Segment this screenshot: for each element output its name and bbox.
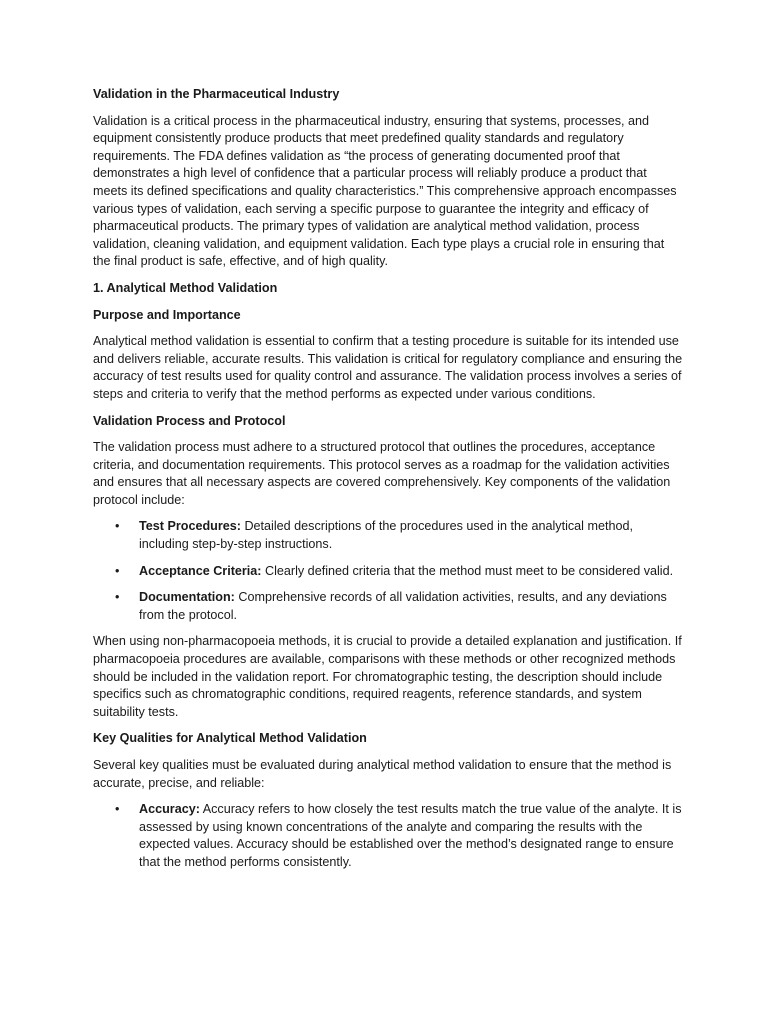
list-item	[93, 563, 683, 581]
document-title: Validation in the Pharmaceutical Industry	[93, 87, 340, 101]
list-item	[93, 518, 683, 553]
non-pharmacopoeia-paragraph: When using non-pharmacopoeia methods, it is crucial to provide a detailed explanation and justification. If pharmacopoeia procedures are available, comparisons with these methods or other recognized methods should be included in the validation report. For chromatographic testing, the description should include specifics such as chromatographic conditions, required reagents, reference standards, and system suitability tests.	[93, 634, 682, 719]
list-item-text: Clearly defined criteria that the method must meet to be considered valid.	[261, 563, 674, 578]
subheading-purpose-and-importance: Purpose and Importance	[93, 307, 241, 322]
subheading-key-qualities: Key Qualities for Analytical Method Validation	[93, 731, 367, 746]
list-item-term: Documentation:	[139, 590, 235, 605]
bullet-icon: •	[115, 590, 120, 605]
list-item	[93, 801, 683, 871]
document-page	[93, 86, 683, 881]
bullet-icon: •	[115, 519, 120, 534]
subheading-validation-process: Validation Process and Protocol	[93, 413, 286, 428]
intro-paragraph: Validation is a critical process in the pharmaceutical industry, ensuring that systems, processes, and equipment consistently produce products that meet predefined quality standards and regulatory requirements. The FDA defines validation as “the process of generating documented proof that demonstrates a high level of confidence that a particular process will reliably produce a product that meets its defined specifications and quality characteristics.” This comprehensive approach encompasses various types of validation, each serving a specific purpose to guarantee the integrity and efficacy of pharmaceutical products. The primary types of validation are analytical method validation, process validation, cleaning validation, and equipment validation. Each type plays a crucial role in ensuring that the final product is safe, effective, and of high quality.	[93, 113, 677, 269]
bullet-icon: •	[115, 563, 120, 578]
list-item	[93, 589, 683, 624]
list-item-term: Acceptance Criteria:	[139, 563, 262, 578]
list-item-text: Detailed descriptions of the procedures used in the analytical method, including step-by-step instructions.	[139, 519, 633, 552]
key-qualities-list	[93, 801, 683, 871]
process-paragraph: The validation process must adhere to a structured protocol that outlines the procedures, acceptance criteria, and documentation requirements. This protocol serves as a roadmap for the validation activities and ensures that all necessary aspects are covered comprehensively. Key components of the validation protocol include:	[93, 440, 671, 507]
section-heading-analytical-method-validation: 1. Analytical Method Validation	[93, 280, 278, 295]
bullet-icon: •	[115, 802, 120, 817]
list-item-text: Accuracy refers to how closely the test results match the true value of the analyte. It is assessed by using known concentrations of the analyte and comparing the results with the expected values. Accuracy should be established over the method’s designated range to ensure that the method performs consistently.	[139, 802, 682, 869]
protocol-components-list	[93, 518, 683, 624]
list-item-text: Comprehensive records of all validation activities, results, and any deviations from the protocol.	[139, 590, 667, 622]
list-item-term: Accuracy:	[139, 802, 200, 817]
list-item-term: Test Procedures:	[139, 519, 241, 534]
purpose-paragraph: Analytical method validation is essential to confirm that a testing procedure is suitable for its intended use and delivers reliable, accurate results. This validation is critical for regulatory compliance and ensuring the accuracy of test results used for quality control and assurance. The validation process involves a series of steps and criteria to verify that the method performs as expected under various conditions.	[93, 334, 683, 401]
qualities-paragraph: Several key qualities must be evaluated during analytical method validation to ensure that the method is accurate, precise, and reliable:	[93, 758, 672, 790]
